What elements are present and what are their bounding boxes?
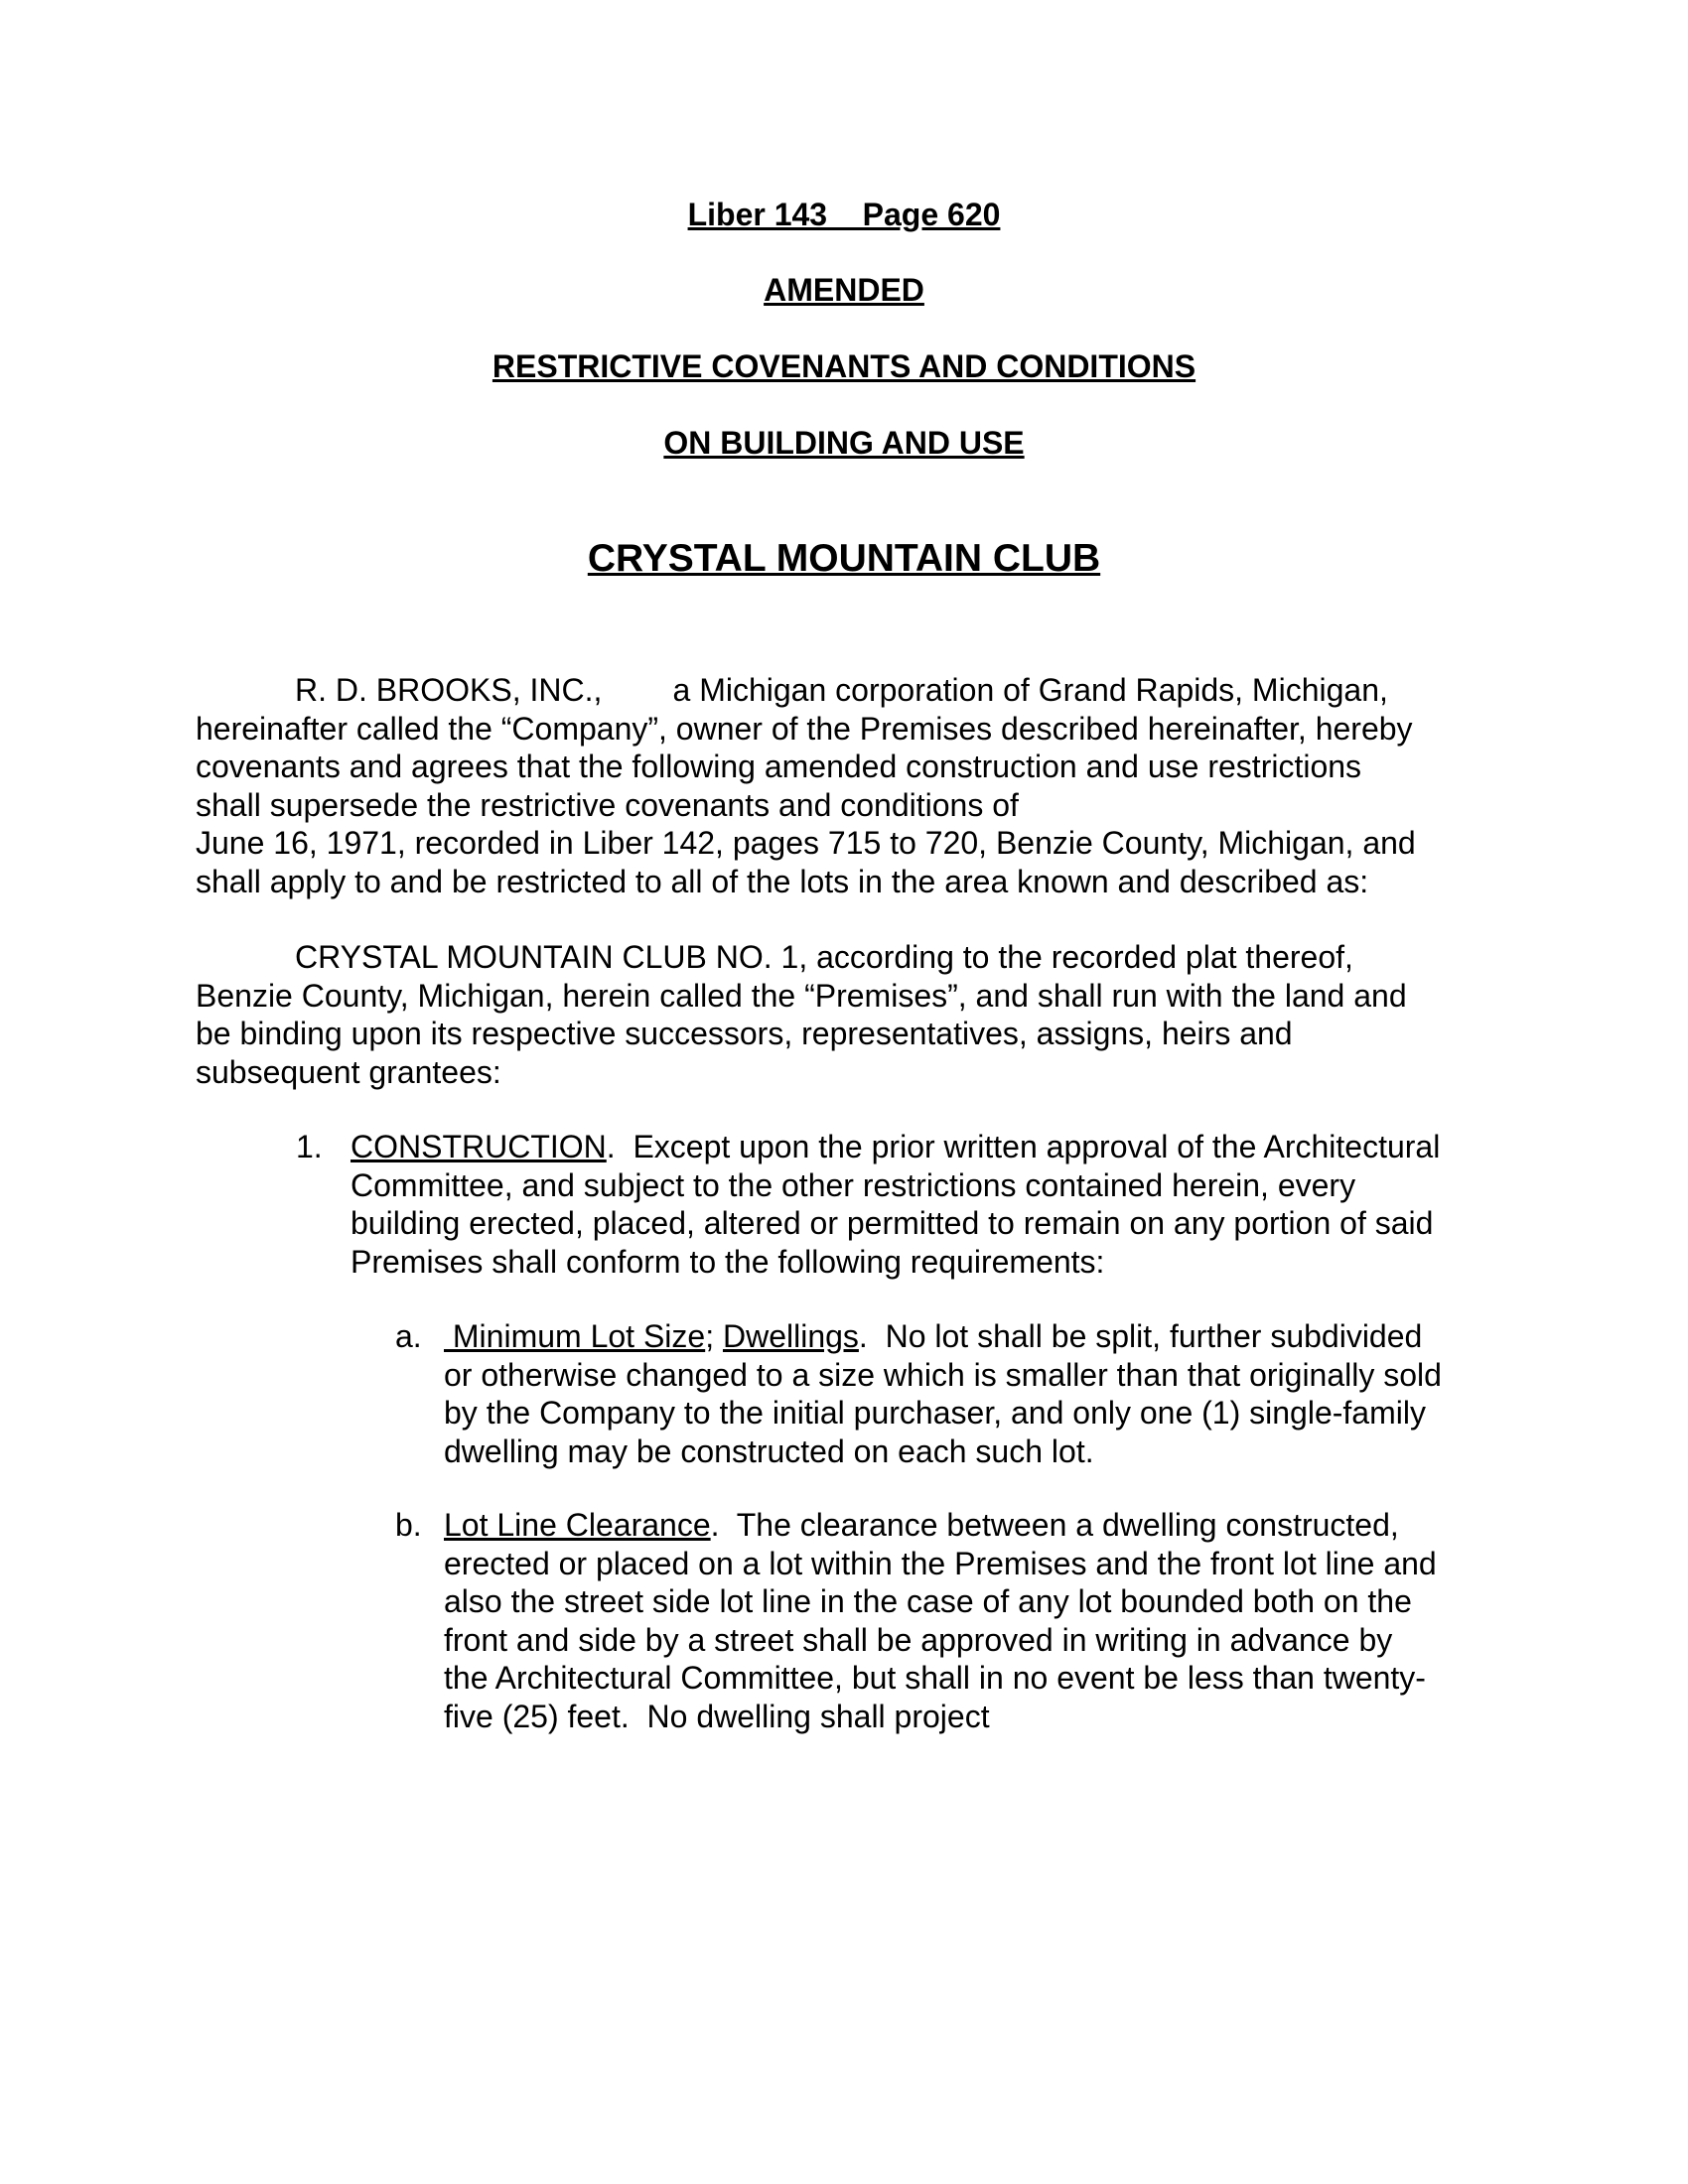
section-1-number: 1. (296, 1129, 323, 1164)
section-1-line: Premises shall conform to the following requirements: (351, 1243, 1105, 1280)
item-a-letter: a. (395, 1318, 422, 1354)
section-1-line: building erected, placed, altered or permitted to remain on any portion of said (351, 1205, 1434, 1241)
premises-line: subsequent grantees: (196, 1053, 501, 1090)
minimum-lot-size-heading: Minimum Lot Size (444, 1318, 706, 1354)
premises-paragraph (196, 938, 1407, 1091)
item-a-line: or otherwise changed to a size which is smaller than that originally sold (444, 1356, 1442, 1393)
section-1-line: Committee, and subject to the other restrictions contained herein, every (351, 1166, 1356, 1203)
item-b-first-line-text: . The clearance between a dwelling constructed, (710, 1507, 1399, 1543)
item-a-first-line (444, 1317, 1442, 1356)
item-b-line: erected or placed on a lot within the Premises and the front lot line and (444, 1545, 1437, 1581)
intro-line: shall supersede the restrictive covenants and conditions of (196, 786, 1019, 823)
intro-line: June 16, 1971, recorded in Liber 142, pages 715 to 720, Benzie County, Michigan, and (196, 825, 1416, 861)
item-a-line: by the Company to the initial purchaser, and only one (1) single-family (444, 1395, 1426, 1431)
item-b-line: five (25) feet. No dwelling shall project (444, 1698, 990, 1734)
premises-line: Benzie County, Michigan, herein called the “Premises”, and shall run with the land and (196, 977, 1407, 1014)
item-a-minimum-lot-size (444, 1317, 1442, 1470)
item-b-lot-line-clearance (444, 1506, 1437, 1735)
section-1-first-line-text: . Except upon the prior written approval of the Architectural (606, 1129, 1441, 1164)
item-b-line: front and side by a street shall be approved in writing in advance by (444, 1621, 1393, 1658)
intro-line: covenants and agrees that the following amended construction and use restrictions (196, 749, 1362, 784)
intro-line: hereinafter called the “Company”, owner of the Premises described hereinafter, hereby (196, 710, 1413, 747)
section-1-construction (351, 1128, 1440, 1281)
liber-page-reference: Liber 143 Page 620 (687, 197, 1001, 232)
restrictive-covenants-heading: RESTRICTIVE COVENANTS AND CONDITIONS (492, 348, 1196, 384)
intro-line: shall apply to and be restricted to all of the lots in the area known and described as: (196, 863, 1369, 899)
item-b-line: the Architectural Committee, but shall in no event be less than twenty- (444, 1660, 1426, 1696)
item-a-line: dwelling may be constructed on each such lot. (444, 1433, 1094, 1469)
intro-line: R. D. BROOKS, INC., a Michigan corporation of Grand Rapids, Michigan, (295, 672, 1388, 708)
building-use-heading: ON BUILDING AND USE (663, 425, 1025, 461)
item-b-first-line (444, 1506, 1437, 1545)
intro-paragraph (196, 671, 1416, 900)
lot-line-clearance-heading: Lot Line Clearance (444, 1507, 711, 1543)
item-a-first-line-text: . No lot shall be split, further subdivided (858, 1318, 1423, 1354)
construction-heading: CONSTRUCTION (351, 1129, 607, 1164)
premises-line: be binding upon its respective successors, representatives, assigns, heirs and (196, 1016, 1293, 1051)
amended-heading: AMENDED (764, 272, 924, 308)
item-a-separator: ; (705, 1318, 723, 1354)
club-title: CRYSTAL MOUNTAIN CLUB (587, 537, 1101, 580)
item-b-letter: b. (395, 1507, 422, 1543)
section-1-first-line (351, 1128, 1440, 1166)
premises-line: CRYSTAL MOUNTAIN CLUB NO. 1, according to the recorded plat thereof, (295, 939, 1353, 975)
item-b-line: also the street side lot line in the case of any lot bounded both on the (444, 1583, 1412, 1619)
dwellings-heading: Dwellings (722, 1318, 859, 1354)
